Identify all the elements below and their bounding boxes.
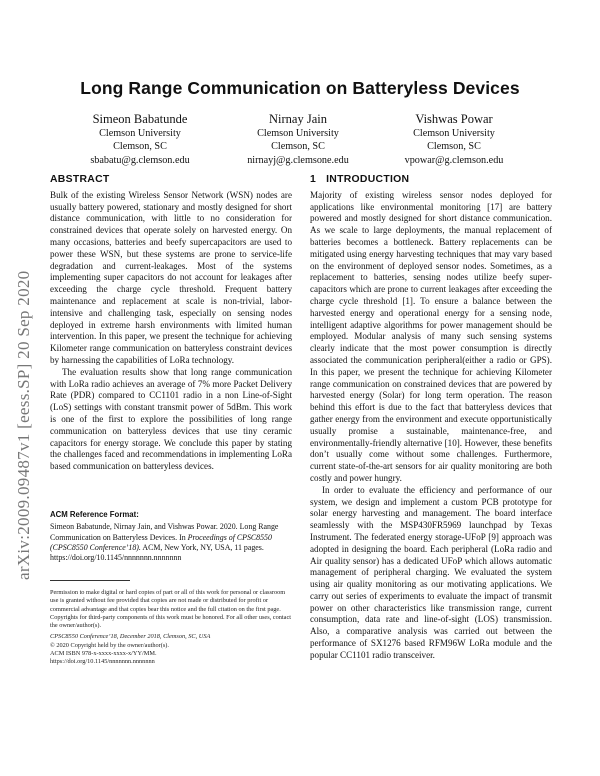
copyright-line: © 2020 Copyright held by the owner/author(s). (50, 641, 169, 649)
introduction-paragraph: In order to evaluate the efficiency and performance of our system, we design and implement a custom PCB prototype for solar energy harvesting and management. The board interface seamlessly with the MSP430FR5969 launchpad by Texas Instrument. The federated energy storage-UFoP [9] approach was adopted in designing the board. Each peripheral (LoRa radio and Air quality sensor) has a dedicated UFoP which allows automatic management of peripheral charging. We evaluated the system using air quality monitoring as our motivating applications. We carry out series of experiments to evaluate the impact of transmit power on other characteristics like transmission range, current consumption, data rate and line-of-sight (LOS) transmission. Also, a comparative analysis was carried out between the performance of SX1276 based RFM96W LoRa module and the popular CC1101 radio transceiver. (310, 484, 552, 660)
author-affiliation: Clemson University (99, 128, 181, 139)
author-location: Clemson, SC (113, 141, 167, 153)
abstract-section (50, 174, 292, 473)
author-block (208, 112, 388, 167)
author-name: Simeon Babatunde (92, 112, 188, 126)
author-email[interactable]: vpowar@g.clemson.edu (404, 154, 504, 166)
author-email[interactable]: sbabatu@g.clemson.edu (90, 154, 190, 166)
author-name: Vishwas Powar (415, 112, 493, 126)
author-location: Clemson, SC (271, 141, 325, 153)
acm-reference-venue: Proceedings of CPSC8550 (CPSC8550 Conference’18). (50, 532, 272, 552)
author-location: Clemson, SC (427, 141, 481, 153)
acm-reference-text: Simeon Babatunde, Nirnay Jain, and Vishwas Powar. 2020. Long Range Communication on Batteryless Devices. In Proceedings of CPSC8550 (CPSC8550 Conference’18). ACM, New York, NY, USA, 11 pages. https://doi.org/10.1145/nnnnnnn.nnnnnnn (50, 522, 279, 563)
conference-line: CPSC8550 Conference’18, December 2018, Clemson, SC, USA (50, 633, 211, 641)
author-block (364, 112, 544, 167)
acm-reference (50, 510, 292, 563)
introduction-paragraph: Majority of existing wireless sensor nodes deployed for applications like environmental monitoring [17] are battery powered and mostly designed for short distance communication. As we scale to large deployments, the manual replacement of batteries becomes a bottleneck. Battery replacements can be mitigated using energy harvesting techniques that may vary based on the environment of deployed sensor nodes. Sometimes, as a replacement to batteries, sensing nodes utilize beefy super-capacitors which are prone to current leakages after exceeding the charge cycle threshold [1]. To ensure a balance between the harvested energy and operational energy for a sensing node, intelligent adaptive algorithms for power management should be employed. Modular analysis of many such sensing systems clearly indicate that the most power consumption is directly associated the communication peripheral(either a radio or GPS). In this paper, we present the technique for achieving Kilometer range communication on constrained devices that are powered by harvested energy (Solar) for long term operation. The reason behind this effort is due to the fact that batteryless devices that gather energy from the environment and execute opportunistically usually promise a sustainable, maintenance-free, and environmentally-friendly alternative [10]. However, these benefits don’t usually come without some challenges. Furthermore, current state-of-the-art sensors for air quality monitoring are both costly and power hungry. (310, 189, 552, 483)
author-name: Nirnay Jain (269, 112, 327, 126)
introduction-section (310, 174, 552, 662)
permission-text: Permission to make digital or hard copies of part or all of this work for personal or classroom use is granted without fee provided that copies are not made or distributed for profit or commercial advantage and that copies bear this notice and the full citation on the first page. Copyrights for third-party components of this work must be honored. For all other uses, contact the owner/author(s). (50, 589, 291, 630)
permission-footnote (50, 589, 292, 667)
introduction-heading (310, 174, 552, 186)
abstract-paragraph: Bulk of the existing Wireless Sensor Network (WSN) nodes are usually battery powered, stationary and mostly designed for short distance communication, with little to no consideration for constrained devices that operate solely on harvested energy. On many occasions, batteries and beefy supercapacitors are used to power these WSN, but these systems are prone to service-life degradation and current-leakages. Most of the systems implementing super capacitors do not account for leakages after exceeding the charge cycle threshold. Frequent battery maintenance and replacement at scale is non-trivial, labor-intensive and challenging task, especially on sensing nodes deployed in extreme harsh environments with limited human intervention. In this paper, we present the technique for achieving Kilometer range communication on batteryless constraint devices by harnessing the capabilities of LoRa technology. (50, 189, 292, 365)
arxiv-stamp: arXiv:2009.09487v1 [eess.SP] 20 Sep 2020 (14, 270, 33, 580)
abstract-paragraph: The evaluation results show that long range communication with LoRa radio achieves an average of 7% more Packet Delivery Rate (PDR) compared to CC1101 radio in a non Line-of-Sight (LoS) settings with constant transmit power of 5dBm. This work is one of the first to explore the possibilities of long range communication on batteryless devices that use tiny ceramic capacitors for energy storage. We conclude this paper by stating the challenges faced and recommendations in implementing LoRa based communication on batteryless devices. (50, 366, 292, 472)
paper-title: Long Range Communication on Batteryless Devices (80, 78, 520, 98)
abstract-heading: ABSTRACT (50, 174, 110, 185)
author-email[interactable]: nirnayj@g.clemsone.edu (247, 154, 349, 166)
section-number: 1 (310, 174, 317, 185)
author-block (50, 112, 230, 167)
acm-reference-heading: ACM Reference Format: (50, 510, 139, 519)
author-affiliation: Clemson University (413, 128, 495, 139)
isbn-line: ACM ISBN 978-x-xxxx-xxxx-x/YY/MM. (50, 650, 157, 658)
footnote-divider (50, 580, 130, 581)
author-affiliation: Clemson University (257, 128, 339, 139)
doi-link[interactable]: https://doi.org/10.1145/nnnnnnn.nnnnnnn (50, 658, 155, 666)
section-title: INTRODUCTION (326, 174, 410, 185)
